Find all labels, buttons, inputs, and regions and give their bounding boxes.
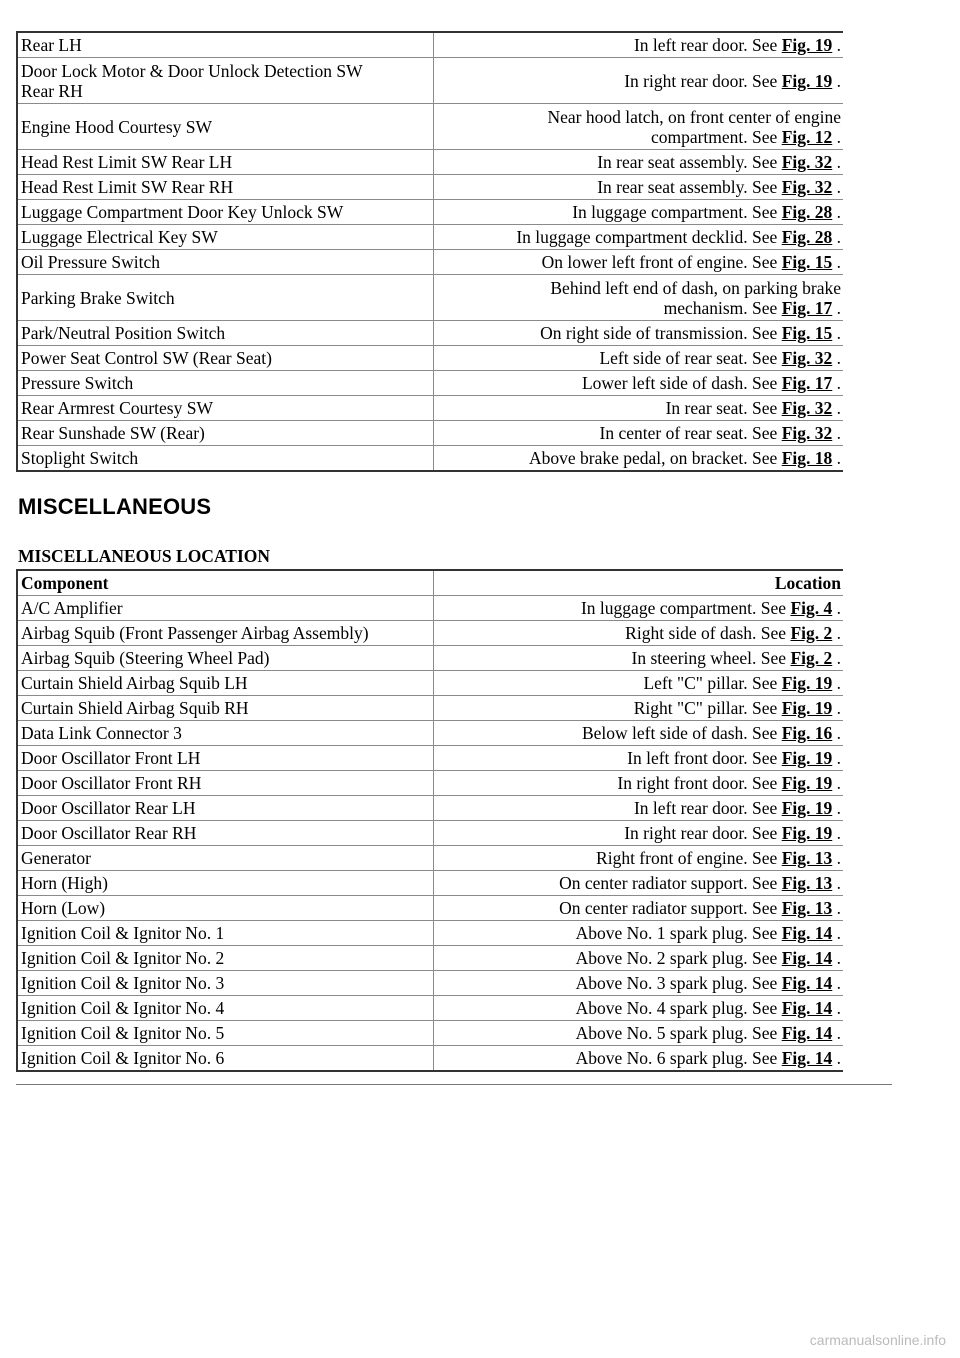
period: . [832,648,841,668]
component-name: Ignition Coil & Ignitor No. 4 [21,998,225,1018]
location-cell [434,646,844,671]
misc-location-table [16,569,843,1072]
period: . [832,923,841,943]
period: . [832,1023,841,1043]
table-row [17,721,843,746]
component-name: Pressure Switch [21,373,134,393]
location-cell [434,275,844,321]
location-text: Above brake pedal, on bracket. See [529,448,782,468]
location-cell [434,175,844,200]
section-heading: MISCELLANEOUS [18,494,212,519]
switch-location-table-body [17,32,843,471]
period: . [832,823,841,843]
figure-link[interactable]: Fig. 19 [781,798,833,818]
table-row [17,396,843,421]
component-cell [17,346,434,371]
component-cell [17,946,434,971]
location-text: Below left side of dash. See [581,723,782,743]
location-cell [434,696,844,721]
component-cell [17,200,434,225]
component-name: Luggage Compartment Door Key Unlock SW [21,202,344,222]
location-text: In right rear door. See [624,70,782,91]
table-row [17,58,843,104]
location-cell [434,58,844,104]
location-cell [434,421,844,446]
period: . [832,698,841,718]
component-name: Ignition Coil & Ignitor No. 1 [21,923,225,943]
component-name: Head Rest Limit SW Rear RH [21,177,234,197]
component-cell [17,871,434,896]
component-name: Rear Sunshade SW (Rear) [21,423,205,443]
location-cell [434,200,844,225]
figure-link[interactable]: Fig. 17 [781,373,833,393]
table-row [17,104,843,150]
component-cell [17,671,434,696]
period: . [832,297,841,318]
location-cell [434,946,844,971]
location-text: Right front of engine. See [596,848,782,868]
location-text: In right rear door. See [624,823,782,843]
location-text: In left rear door. See [633,798,782,818]
location-text: In rear seat assembly. See [597,177,782,197]
component-cell [17,621,434,646]
component-cell [17,32,434,58]
table-row [17,896,843,921]
period: . [832,998,841,1018]
period: . [832,723,841,743]
component-name: Airbag Squib (Steering Wheel Pad) [21,648,270,668]
component-cell [17,275,434,321]
component-name: Power Seat Control SW (Rear Seat) [21,348,272,368]
header-component: Component [17,570,434,596]
component-cell [17,696,434,721]
table-row [17,671,843,696]
figure-link[interactable]: Fig. 17 [781,297,833,318]
figure-link[interactable]: Fig. 12 [781,126,833,147]
component-name: Airbag Squib (Front Passenger Airbag Assembly) [21,623,369,643]
watermark: carmanualsonline.info [809,1332,946,1348]
location-cell [434,671,844,696]
location-text: On center radiator support. See [559,873,782,893]
location-text: Lower left side of dash. See [581,373,782,393]
table-row [17,32,843,58]
component-name: Oil Pressure Switch [21,252,161,272]
location-cell [434,846,844,871]
period: . [832,898,841,918]
period: . [832,323,841,343]
period: . [832,973,841,993]
location-text: In center of rear seat. See [599,423,782,443]
table-row [17,200,843,225]
component-name: Head Rest Limit SW Rear LH [21,152,233,172]
location-cell [434,821,844,846]
component-cell [17,896,434,921]
component-name: Ignition Coil & Ignitor No. 5 [21,1023,225,1043]
figure-link[interactable]: Fig. 32 [781,177,833,197]
location-text: Above No. 5 spark plug. See [575,1023,782,1043]
location-text: In right front door. See [617,773,782,793]
component-cell [17,971,434,996]
location-cell [434,721,844,746]
component-name: Curtain Shield Airbag Squib LH [21,673,248,693]
component-cell [17,1046,434,1072]
figure-link[interactable]: Fig. 19 [781,748,833,768]
component-cell [17,58,434,104]
component-name: Door Oscillator Rear RH [21,823,197,843]
table-row [17,946,843,971]
location-cell [434,446,844,472]
location-cell [434,32,844,58]
figure-link[interactable]: Fig. 13 [781,873,833,893]
location-text: In rear seat. See [665,398,782,418]
figure-link[interactable]: Fig. 2 [790,648,833,668]
header-location: Location [434,570,844,596]
location-cell [434,896,844,921]
period: . [832,348,841,368]
location-text: In luggage compartment decklid. See [516,227,782,247]
table-row [17,846,843,871]
location-cell [434,104,844,150]
location-cell [434,596,844,621]
figure-link[interactable]: Fig. 4 [790,598,833,618]
period: . [832,623,841,643]
location-text: Right "C" pillar. See [633,698,782,718]
location-cell [434,921,844,946]
figure-link[interactable]: Fig. 18 [781,448,833,468]
location-text: Behind left end of dash, on parking brake mechanism. See [550,277,841,318]
figure-link[interactable]: Fig. 14 [781,1048,833,1068]
period: . [832,948,841,968]
component-name: Door Oscillator Front RH [21,773,202,793]
table-row [17,421,843,446]
table-row [17,275,843,321]
period: . [832,70,841,91]
table-row [17,996,843,1021]
component-cell [17,771,434,796]
figure-link[interactable]: Fig. 19 [781,698,833,718]
period: . [832,35,841,55]
figure-link[interactable]: Fig. 32 [781,152,833,172]
component-cell [17,150,434,175]
period: . [832,202,841,222]
table-header-row [17,570,843,596]
figure-link[interactable]: Fig. 14 [781,973,833,993]
component-name: Horn (Low) [21,898,106,918]
component-cell [17,175,434,200]
component-name: Data Link Connector 3 [21,723,182,743]
period: . [832,798,841,818]
figure-link[interactable]: Fig. 32 [781,348,833,368]
table-row [17,646,843,671]
location-text: On lower left front of engine. See [541,252,782,272]
table-row [17,746,843,771]
period: . [832,448,841,468]
location-text: Above No. 1 spark plug. See [575,923,782,943]
period: . [832,177,841,197]
component-cell [17,250,434,275]
figure-link[interactable]: Fig. 14 [781,923,833,943]
component-name: Ignition Coil & Ignitor No. 2 [21,948,225,968]
figure-link[interactable]: Fig. 19 [781,35,833,55]
location-text: Above No. 6 spark plug. See [575,1048,782,1068]
table-row [17,821,843,846]
figure-link[interactable]: Fig. 14 [781,948,833,968]
location-cell [434,621,844,646]
figure-link[interactable]: Fig. 28 [781,202,833,222]
table-row [17,921,843,946]
component-cell [17,921,434,946]
component-cell [17,396,434,421]
table-row [17,150,843,175]
period: . [832,598,841,618]
location-text: In luggage compartment. See [572,202,782,222]
location-text: In left front door. See [627,748,782,768]
figure-link[interactable]: Fig. 15 [781,323,833,343]
table-row [17,596,843,621]
component-cell [17,746,434,771]
table-row [17,321,843,346]
figure-link[interactable]: Fig. 19 [781,673,833,693]
period: . [832,373,841,393]
period: . [832,152,841,172]
figure-link[interactable]: Fig. 13 [781,898,833,918]
figure-link[interactable]: Fig. 13 [781,848,833,868]
location-text: Above No. 4 spark plug. See [575,998,782,1018]
component-cell [17,846,434,871]
component-cell [17,1021,434,1046]
period: . [832,748,841,768]
misc-location-table-body [17,570,843,1071]
component-name: Generator [21,848,91,868]
location-text: In left rear door. See [633,35,782,55]
location-text: In steering wheel. See [631,648,791,668]
table-row [17,346,843,371]
component-name: Park/Neutral Position Switch [21,323,226,343]
table-row [17,696,843,721]
location-cell [434,321,844,346]
location-text: In luggage compartment. See [580,598,791,618]
component-name: Ignition Coil & Ignitor No. 3 [21,973,225,993]
table-row [17,771,843,796]
component-name: Door Oscillator Front LH [21,748,201,768]
location-cell [434,1021,844,1046]
component-name: Curtain Shield Airbag Squib RH [21,698,249,718]
location-cell [434,871,844,896]
component-cell [17,371,434,396]
period: . [832,398,841,418]
component-name: Stoplight Switch [21,448,139,468]
component-name: A/C Amplifier [21,598,123,618]
component-cell [17,821,434,846]
component-name: Luggage Electrical Key SW [21,227,218,247]
location-text: Right side of dash. See [625,623,791,643]
switch-location-table [16,31,843,472]
location-text: Near hood latch, on front center of engine compartment. See [547,106,841,147]
location-cell [434,346,844,371]
location-text: Above No. 2 spark plug. See [575,948,782,968]
component-name: Parking Brake Switch [21,287,175,308]
table-row [17,446,843,472]
location-text: In rear seat assembly. See [597,152,782,172]
period: . [832,673,841,693]
figure-link[interactable]: Fig. 14 [781,998,833,1018]
location-cell [434,396,844,421]
period: . [832,126,841,147]
location-text: On right side of transmission. See [540,323,782,343]
table-row [17,225,843,250]
location-cell [434,371,844,396]
location-cell [434,796,844,821]
table-row [17,175,843,200]
period: . [832,873,841,893]
table-row [17,796,843,821]
figure-link[interactable]: Fig. 14 [781,1023,833,1043]
location-text: Above No. 3 spark plug. See [575,973,782,993]
component-name: Rear Armrest Courtesy SW [21,398,213,418]
period: . [832,227,841,247]
figure-link[interactable]: Fig. 15 [781,252,833,272]
location-cell [434,996,844,1021]
figure-link[interactable]: Fig. 32 [781,398,833,418]
component-name: Door Oscillator Rear LH [21,798,196,818]
location-cell [434,225,844,250]
component-cell [17,104,434,150]
figure-link[interactable]: Fig. 32 [781,423,833,443]
location-cell [434,150,844,175]
location-text: Left side of rear seat. See [599,348,782,368]
figure-link[interactable]: Fig. 19 [781,773,833,793]
figure-link[interactable]: Fig. 28 [781,227,833,247]
table-row [17,371,843,396]
figure-link[interactable]: Fig. 2 [790,623,833,643]
component-cell [17,596,434,621]
table-row [17,871,843,896]
table-row [17,1021,843,1046]
location-cell [434,1046,844,1072]
location-cell [434,971,844,996]
figure-link[interactable]: Fig. 19 [781,70,833,91]
period: . [832,848,841,868]
table-row [17,621,843,646]
period: . [832,423,841,443]
table-title: MISCELLANEOUS LOCATION [18,546,271,566]
component-cell [17,446,434,472]
location-text: On center radiator support. See [559,898,782,918]
component-cell [17,321,434,346]
location-cell [434,771,844,796]
component-cell [17,796,434,821]
component-name: Rear LH [21,35,82,55]
location-cell [434,746,844,771]
component-cell [17,421,434,446]
period: . [832,1048,841,1068]
table-row [17,971,843,996]
period: . [832,252,841,272]
component-cell [17,646,434,671]
table-row [17,1046,843,1072]
period: . [832,773,841,793]
figure-link[interactable]: Fig. 16 [781,723,833,743]
location-text: Left "C" pillar. See [643,673,782,693]
component-cell [17,996,434,1021]
location-cell [434,250,844,275]
component-name: Engine Hood Courtesy SW [21,116,213,137]
component-name: Horn (High) [21,873,108,893]
component-cell [17,721,434,746]
component-cell [17,225,434,250]
table-row [17,250,843,275]
component-name: Ignition Coil & Ignitor No. 6 [21,1048,225,1068]
component-name: Door Lock Motor & Door Unlock Detection SW Rear RH [21,60,363,101]
figure-link[interactable]: Fig. 19 [781,823,833,843]
bottom-rule [16,1084,892,1085]
